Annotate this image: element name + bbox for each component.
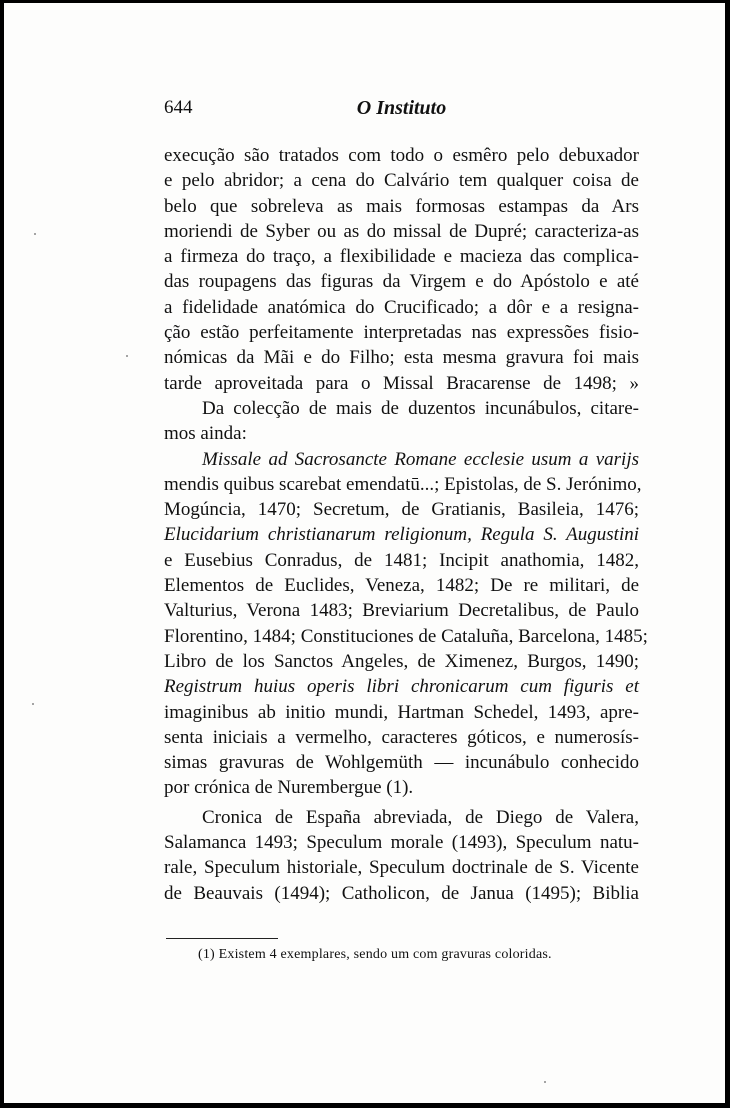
text-line: imaginibus ab initio mundi, Hartman Schedel, 1493, apre- (164, 701, 639, 723)
text-line: Elementos de Euclides, Veneza, 1482; De re militari, de (164, 575, 639, 597)
text-line: Registrum huius operis libri chronicarum cum figuris et (164, 676, 639, 698)
text-line: Elucidarium christianarum religionum, Regula S. Augustini (164, 524, 639, 546)
text-line: belo que sobreleva as mais formosas estampas da Ars (164, 195, 639, 217)
text-line: nómicas da Mãi e do Filho; esta mesma gravura foi mais (164, 347, 639, 369)
text-line: a firmeza do traço, a flexibilidade e macieza das complica- (164, 246, 639, 268)
text-line: simas gravuras de Wohlgemüth — incunábulo conhecido (164, 752, 639, 774)
text-line: mos ainda: (164, 423, 247, 445)
text-line: tarde aproveitada para o Missal Bracarense de 1498; » (164, 372, 639, 394)
text-line: e pelo abridor; a cena do Calvário tem qualquer coisa de (164, 170, 639, 192)
paper-speck (544, 1081, 546, 1083)
text-line: Valturius, Verona 1483; Breviarium Decretalibus, de Paulo (164, 600, 639, 622)
text-line: moriendi de Syber ou as do missal de Dupré; caracteriza-as (164, 220, 639, 242)
footnote: (1) Existem 4 exemplares, sendo um com gravuras coloridas. (198, 947, 552, 962)
text-line: das roupagens das figuras da Virgem e do Apóstolo e até (164, 271, 639, 293)
text-line: Libro de los Sanctos Angeles, de Ximenez, Burgos, 1490; (164, 650, 639, 672)
text-line: Salamanca 1493; Speculum morale (1493), Speculum natu- (164, 832, 639, 854)
page-header (164, 97, 639, 123)
paper-speck (126, 355, 128, 357)
text-line: por crónica de Nurembergue (1). (164, 777, 414, 799)
text-line: Florentino, 1484; Constituciones de Cataluña, Barcelona, 1485; (164, 625, 648, 647)
paper-speck (32, 703, 34, 705)
text-line: ção estão perfeitamente interpretadas nas expressões fisio- (164, 322, 639, 344)
text-line: a fidelidade anatómica do Crucificado; a dôr e a resigna- (164, 296, 639, 318)
text-line: mendis quibus scarebat emendatū...; Epistolas, de S. Jerónimo, (164, 473, 642, 495)
text-line: Missale ad Sacrosancte Romane ecclesie usum a varijs (202, 448, 639, 470)
text-line: de Beauvais (1494); Catholicon, de Janua (1495); Biblia (164, 882, 639, 904)
page-number: 644 (164, 97, 193, 118)
footnote-divider (166, 938, 278, 939)
text-line: e Eusebius Conradus, de 1481; Incipit anathomia, 1482, (164, 549, 639, 571)
text-line: execução são tratados com todo o esmêro pelo debuxador (164, 145, 639, 166)
text-line: Mogúncia, 1470; Secretum, de Gratianis, Basileia, 1476; (164, 499, 639, 521)
paper-speck (34, 233, 36, 235)
text-line: Cronica de España abreviada, de Diego de Valera, (202, 806, 639, 828)
text-line: Da colecção de mais de duzentos incunábulos, citare- (202, 397, 639, 419)
running-title: O Instituto (356, 97, 447, 119)
text-line: rale, Speculum historiale, Speculum doctrinale de S. Vicente (164, 857, 639, 879)
text-line: senta iniciais a vermelho, caracteres góticos, e numerosís- (164, 726, 639, 748)
body-text (164, 143, 648, 906)
